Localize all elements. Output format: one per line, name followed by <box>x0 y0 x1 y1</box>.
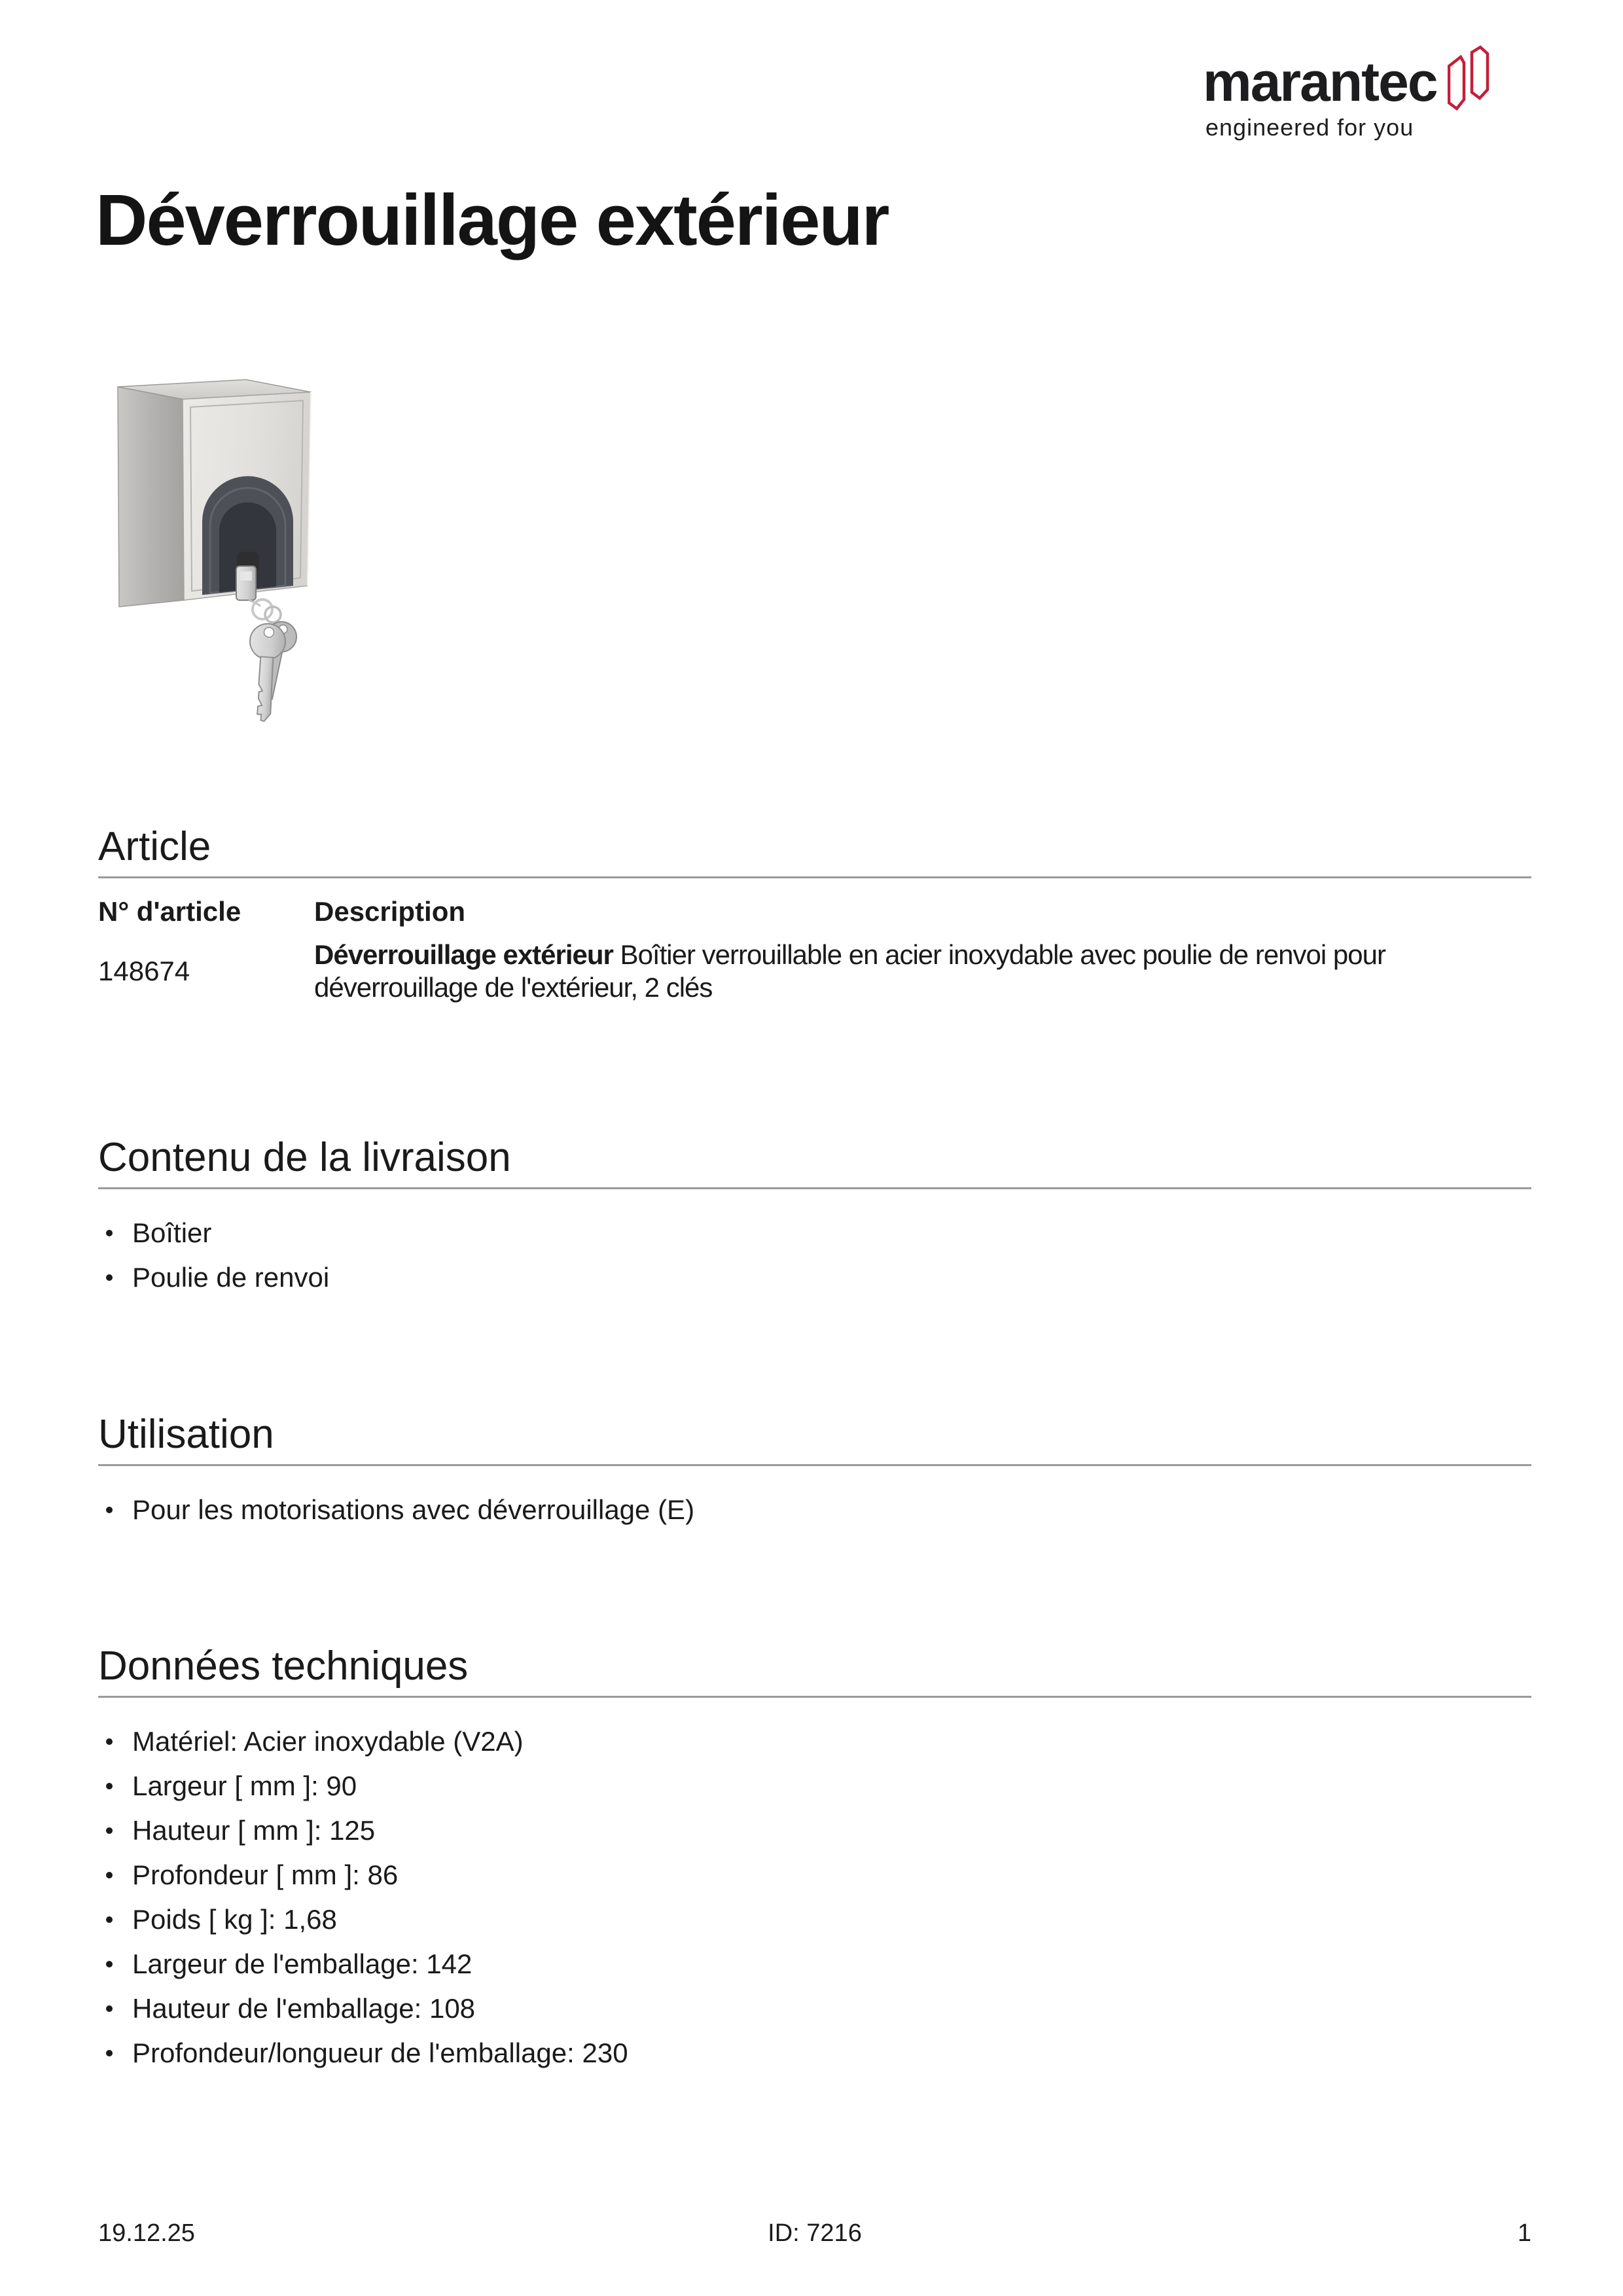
delivery-list <box>98 1217 1531 1294</box>
list-item <box>98 1992 1531 2025</box>
list-item-text: Hauteur [ mm ]: 125 <box>132 1815 376 1846</box>
product-photo <box>111 370 314 726</box>
section-technical-data <box>98 1643 1531 2081</box>
lock-cylinder <box>236 552 259 600</box>
column-header-description: Description <box>314 896 466 927</box>
list-item-text: Poulie de renvoi <box>132 1262 330 1293</box>
section-article <box>98 824 1531 1004</box>
list-item-text: Largeur [ mm ]: 90 <box>132 1770 357 1801</box>
usage-list <box>98 1494 1531 1526</box>
list-item <box>98 1261 1531 1294</box>
article-description-cell <box>314 939 1427 1004</box>
article-table <box>98 895 1531 1004</box>
description-text: Boîtier verrouillable en acier inoxydable avec poulie de renvoi pour déverrouillage de l'extérieur, 2 clés <box>314 939 1385 1003</box>
section-heading-delivery: Contenu de la livraison <box>98 1135 511 1180</box>
list-item <box>98 1725 1531 1758</box>
list-item <box>98 1814 1531 1847</box>
footer-document-id: ID: 7216 <box>768 2219 862 2247</box>
list-item-text: Profondeur/longueur de l'emballage: 230 <box>132 2037 628 2068</box>
page-footer <box>98 2219 1531 2248</box>
list-item <box>98 1903 1531 1936</box>
brand-tagline: engineered for you <box>1205 114 1414 141</box>
description-product-name: Déverrouillage extérieur <box>314 939 613 970</box>
list-item <box>98 2037 1531 2070</box>
section-heading-usage: Utilisation <box>98 1412 274 1457</box>
list-item-text: Largeur de l'emballage: 142 <box>132 1948 473 1979</box>
section-delivery-content <box>98 1135 1531 1306</box>
section-divider <box>98 1696 1531 1698</box>
section-divider <box>98 1187 1531 1189</box>
list-item-text: Boîtier <box>132 1217 212 1248</box>
list-item <box>98 1859 1531 1892</box>
section-usage <box>98 1412 1531 1538</box>
list-item-text: Matériel: Acier inoxydable (V2A) <box>132 1726 524 1757</box>
column-header-article-no: N° d'article <box>98 896 241 927</box>
list-item <box>98 1494 1531 1526</box>
list-item-text: Hauteur de l'emballage: 108 <box>132 1993 476 2024</box>
list-item <box>98 1770 1531 1803</box>
list-item <box>98 1217 1531 1249</box>
footer-page-number: 1 <box>1517 2219 1531 2247</box>
marantec-logo-icon <box>1448 43 1491 113</box>
list-item-text: Pour les motorisations avec déverrouillage (E) <box>132 1494 695 1525</box>
brand-wordmark: marantec <box>1203 51 1437 113</box>
list-item-text: Profondeur [ mm ]: 86 <box>132 1859 399 1890</box>
section-divider <box>98 876 1531 878</box>
technical-list <box>98 1725 1531 2070</box>
footer-date: 19.12.25 <box>98 2219 195 2247</box>
article-number-cell <box>98 939 314 1004</box>
section-divider <box>98 1464 1531 1466</box>
section-heading-article: Article <box>98 824 211 869</box>
keys <box>245 600 300 723</box>
list-item-text: Poids [ kg ]: 1,68 <box>132 1904 337 1935</box>
article-number: 148674 <box>98 956 190 986</box>
list-item <box>98 1948 1531 1981</box>
page-title: Déverrouillage extérieur <box>96 180 889 260</box>
section-heading-technical: Données techniques <box>98 1643 469 1689</box>
